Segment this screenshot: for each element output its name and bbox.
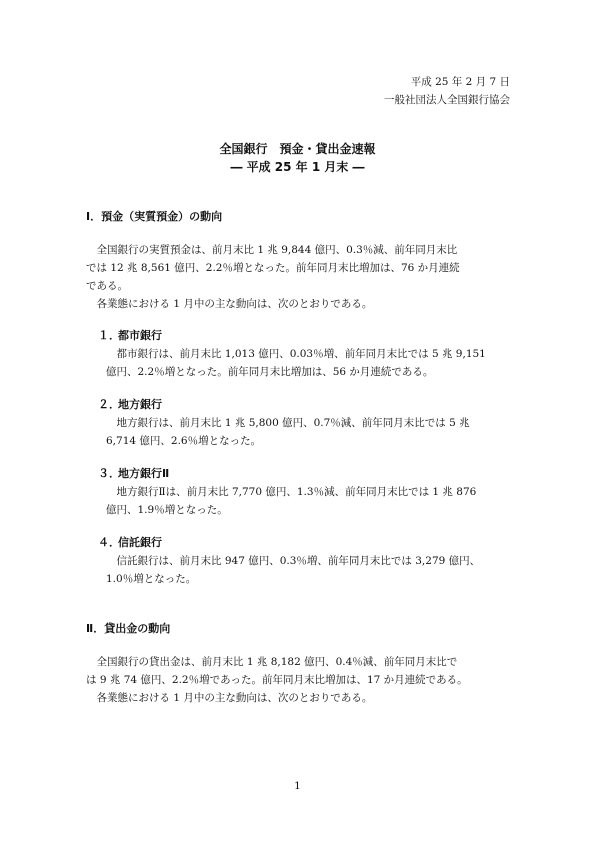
report-title: 全国銀行 預金・貸出金速報 — [219, 142, 376, 156]
paragraph-line: 都市銀行は、前月末比 1,013 億円、0.03％増、前年同月末比では 5 兆 9,151 — [106, 348, 486, 360]
paragraph-line: 1.0％増となった。 — [106, 573, 197, 585]
paragraph-line: 地方銀行は、前月末比 1 兆 5,800 億円、0.7％減、前年同月末比では 5 兆 — [106, 417, 470, 429]
paragraph-line: では 12 兆 8,561 億円、2.2％増となった。前年同月末比増加は、76 か月連続 — [86, 262, 460, 274]
subsection-number: ４． — [98, 536, 120, 549]
report-subtitle: ― 平成 25 年 1 月末 ― — [230, 160, 365, 174]
subsection-number: ３． — [98, 467, 120, 480]
paragraph-line: 6,714 億円、2.6％増となった。 — [106, 435, 262, 447]
paragraph-line: 全国銀行の貸出金は、前月末比 1 兆 8,182 億円、0.4％減、前年同月末比で — [86, 656, 458, 668]
paragraph-line: である。 — [86, 280, 128, 292]
paragraph-line: 億円、1.9％増となった。 — [106, 504, 228, 516]
subsection-heading-city-banks — [98, 327, 162, 345]
paragraph-line: 各業態における 1 月中の主な動向は、次のとおりである。 — [86, 692, 373, 704]
subsection-number: １． — [98, 329, 120, 342]
subsection-number: ２． — [98, 398, 120, 411]
page-number: 1 — [294, 780, 301, 792]
subsection-title: 地方銀行Ⅱ — [118, 467, 170, 480]
subsection-heading-regional-banks-ii — [98, 465, 169, 483]
paragraph-line: 信託銀行は、前月末比 947 億円、0.3％増、前年同月末比では 3,279 億円、 — [106, 555, 481, 567]
paragraph-line: 各業態における 1 月中の主な動向は、次のとおりである。 — [86, 298, 373, 310]
section-heading-deposits: Ⅰ．預金（実質預金）の動向 — [86, 210, 223, 223]
report-date: 平成 25 年 2 月 7 日 — [410, 76, 510, 88]
subsection-title: 地方銀行 — [118, 398, 162, 411]
paragraph-line: は 9 兆 74 億円、2.2％増であった。前年同月末比増加は、17 か月連続である。 — [86, 674, 468, 686]
paragraph-line: 全国銀行の実質預金は、前月末比 1 兆 9,844 億円、0.3％減、前年同月末比 — [86, 244, 458, 256]
paragraph-line: 地方銀行Ⅱは、前月末比 7,770 億円、1.3％減、前年同月末比では 1 兆 876 — [106, 486, 477, 498]
section-heading-loans: Ⅱ．貸出金の動向 — [86, 622, 171, 635]
subsection-heading-regional-banks — [98, 396, 162, 414]
paragraph-line: 億円、2.2％増となった。前年同月末比増加は、56 か月連続である。 — [106, 366, 434, 378]
issuing-organization: 一般社団法人全国銀行協会 — [384, 94, 510, 106]
subsection-heading-trust-banks — [98, 534, 162, 552]
subsection-title: 都市銀行 — [118, 329, 162, 342]
subsection-title: 信託銀行 — [118, 536, 162, 549]
